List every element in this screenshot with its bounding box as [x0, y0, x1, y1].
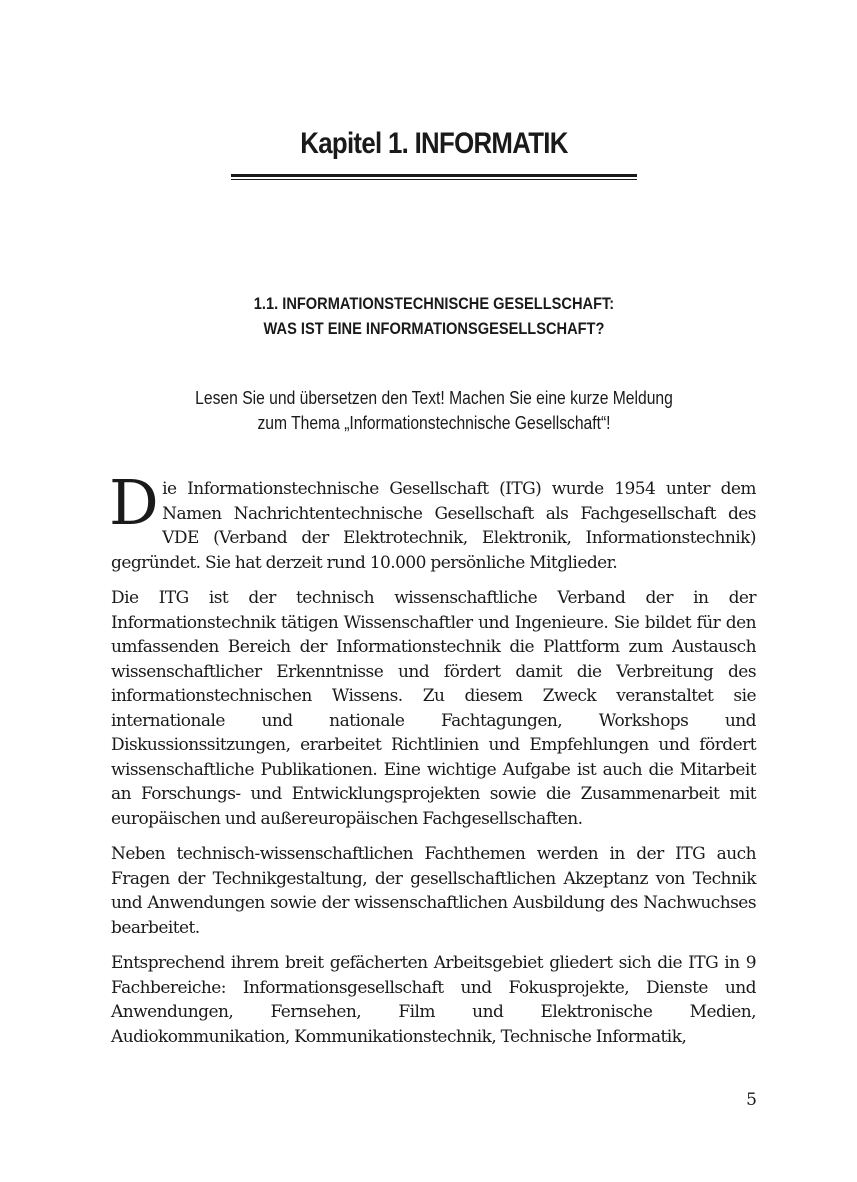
title-double-rule	[231, 174, 637, 181]
paragraph-1	[109, 466, 756, 575]
paragraph-4: Entsprechend ihrem breit gefächerten Arbeitsgebiet gliedert sich die ITG in 9 Fachbereiche: Informationsgesellschaft und Fokusprojekte, Dienste und Anwendungen, Fernsehen, Film und Elektronische Medien, Audiokommunikation, Kommunikationstechnik, Technische Informatik,	[111, 953, 756, 1047]
section-heading-line-1: 1.1. INFORMATIONSTECHNISCHE GESELLSCHAFT:	[253, 294, 615, 313]
task-instruction	[56, 386, 811, 436]
section-heading	[61, 291, 807, 341]
paragraph-2: Die ITG ist der technisch wissenschaftliche Verband der in der Informationstechnik tätigen Wissenschaftler und Ingenieure. Sie bildet für den umfassenden Bereich der Informationstechnik die Plattform zum Austausch wissenschaftlicher Erkenntnisse und fördert damit die Verbreitung des informationstechnischen Wissens. Zu diesem Zweck veranstaltet sie internationale und nationale Fachtagungen, Workshops und Diskussionssitzungen, erarbeitet Richtlinien und Empfehlungen und fördert wissenschaftliche Publikationen. Eine wichtige Aufgabe ist auch die Mitarbeit an Forschungs- und Entwicklungsprojekten sowie die Zusammenarbeit mit europäischen und außereuropäischen Fachgesellschaften.	[111, 588, 756, 829]
chapter-title: Kapitel 1. INFORMATIK	[300, 127, 568, 160]
title-rule-thin	[231, 179, 637, 180]
section-heading-line-2: WAS IST EINE INFORMATIONSGESELLSCHAFT?	[263, 319, 605, 338]
task-instruction-line-2: zum Thema „Informationstechnische Gesellschaft“!	[257, 413, 611, 433]
paragraph-3: Neben technisch-wissenschaftlichen Fachthemen werden in der ITG auch Fragen der Technikgestaltung, der gesellschaftlichen Akzeptanz von Technik und Anwendungen sowie der wissenschaftlichen Ausbildung des Nachwuchses bearbeitet.	[111, 844, 756, 938]
page-number: 5	[746, 1090, 757, 1110]
drop-cap: D	[109, 466, 159, 539]
task-instruction-line-1: Lesen Sie und übersetzen den Text! Machen Sie eine kurze Meldung	[195, 388, 673, 408]
body-text	[109, 466, 756, 1060]
title-rule-thick	[231, 174, 637, 177]
paragraph-1-text: ie Informationstechnische Gesellschaft (ITG) wurde 1954 unter dem Namen Nachrichtentechnische Gesellschaft als Fachgesellschaft des VDE (Verband der Elektrotechnik, Elektronik, Informationstechnik) gegründet. Sie hat derzeit rund 10.000 persönliche Mitglieder.	[111, 479, 756, 573]
